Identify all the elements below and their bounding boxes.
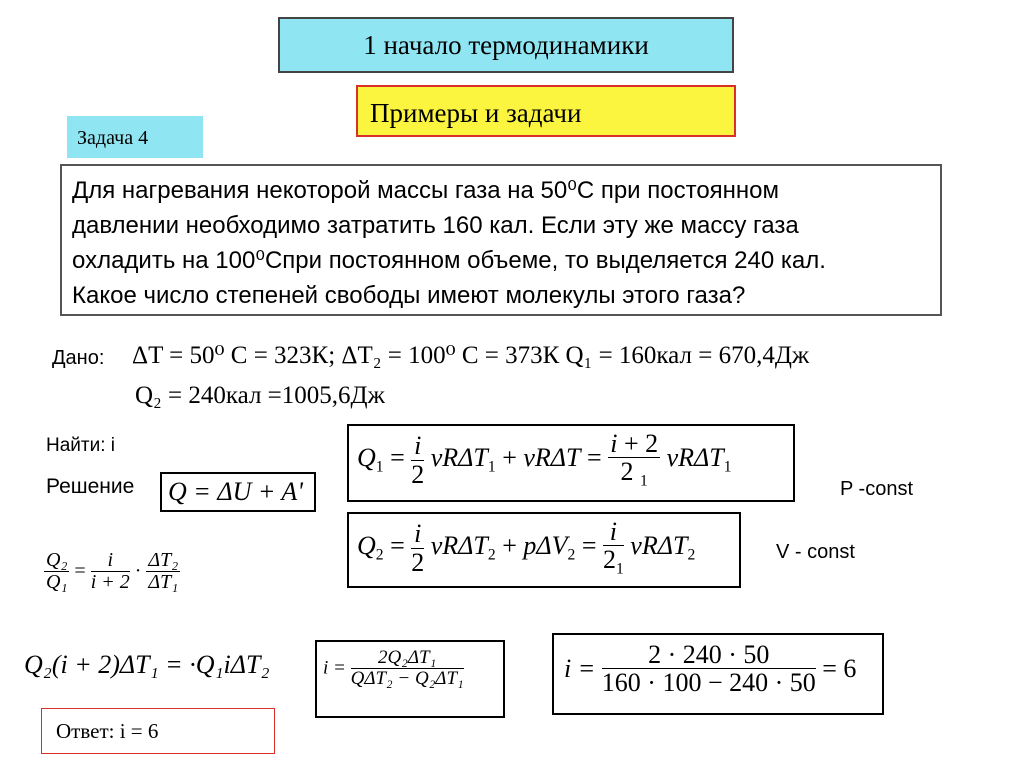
problem-line: давлении необходимо затратить 160 кал. Если эту же массу газа xyxy=(72,212,799,239)
given-label: Дано: xyxy=(52,347,105,369)
v-const-note: V - const xyxy=(776,541,855,563)
find-label: Найти: i xyxy=(46,435,115,456)
i-formula: i = $\frac{\text{2Q₂ΔT₁}}{\text{QΔT₂ − Q₂ΔT₁}}$ xyxy=(315,640,505,718)
first-law-formula: Q = ΔU + A' xyxy=(160,472,316,512)
numeric-result: i = $\frac{2 \cdot 240 \cdot 50}{160 \cdot 100 - 240 \cdot 50}$ = 6 xyxy=(552,633,884,715)
ratio-formula: $\frac{\text{Q₂}}{\text{Q₁}}$ = $\frac{i}{i + 2}$ · $\frac{\text{ΔT₂}}{\text{ΔT₁}}$ xyxy=(46,549,179,593)
ratio-rhs-num: ΔT₂ xyxy=(148,549,179,571)
numeric-num: 2 · 240 · 50 xyxy=(602,641,816,669)
q1-equation: $Q_1$ = $\frac{i}{2}$ νRΔT$_1$ + νRΔT = $\frac{i + 2}{2 _1}$ νRΔT$_1$ xyxy=(347,424,795,502)
p-const-note: P -const xyxy=(840,478,913,500)
solution-label: Решение xyxy=(46,475,135,498)
problem-line: Какое число степеней свободы имеют молекулы этого газа? xyxy=(72,282,746,309)
answer-box: Ответ: i = 6 xyxy=(41,708,275,754)
cross-multiplication: Q₂(i + 2)ΔT₁ = ·Q₁iΔT₂ xyxy=(24,650,270,679)
given-line-2: Q₂ = 240кал =1005,6Дж xyxy=(135,382,385,409)
task-label: Задача 4 xyxy=(67,116,203,158)
slide-subtitle: Примеры и задачи xyxy=(356,85,736,137)
q2-equation: $Q_2$ = $\frac{i}{2}$ νRΔT$_2$ + pΔV$_2$ = $\frac{i}{2_1}$ νRΔT$_2$ xyxy=(347,512,741,588)
ratio-lhs-num: Q₂ xyxy=(46,549,68,571)
problem-line: охладить на 100⁰Спри постоянном объеме, то выделяется 240 кал. xyxy=(72,247,826,274)
i-formula-den: QΔT₂ − Q₂ΔT₁ xyxy=(350,667,464,689)
problem-statement xyxy=(60,164,942,316)
ratio-mid-den: i + 2 xyxy=(90,571,130,593)
ratio-rhs-den: ΔT₁ xyxy=(148,571,179,593)
given-line-1: ΔT = 50⁰ C = 323К; ΔT₂ = 100⁰ C = 373К Q₁ = 160кал = 670,4Дж xyxy=(132,342,810,369)
slide-title: 1 начало термодинамики xyxy=(278,17,734,73)
problem-line: Для нагревания некоторой массы газа на 50⁰С при постоянном xyxy=(72,177,780,204)
numeric-value: = 6 xyxy=(822,653,857,683)
i-formula-num: 2Q₂ΔT₁ xyxy=(351,648,464,669)
ratio-lhs-den: Q₁ xyxy=(46,571,68,593)
numeric-den: 160 · 100 − 240 · 50 xyxy=(601,668,816,698)
ratio-mid-num: i xyxy=(91,550,130,572)
